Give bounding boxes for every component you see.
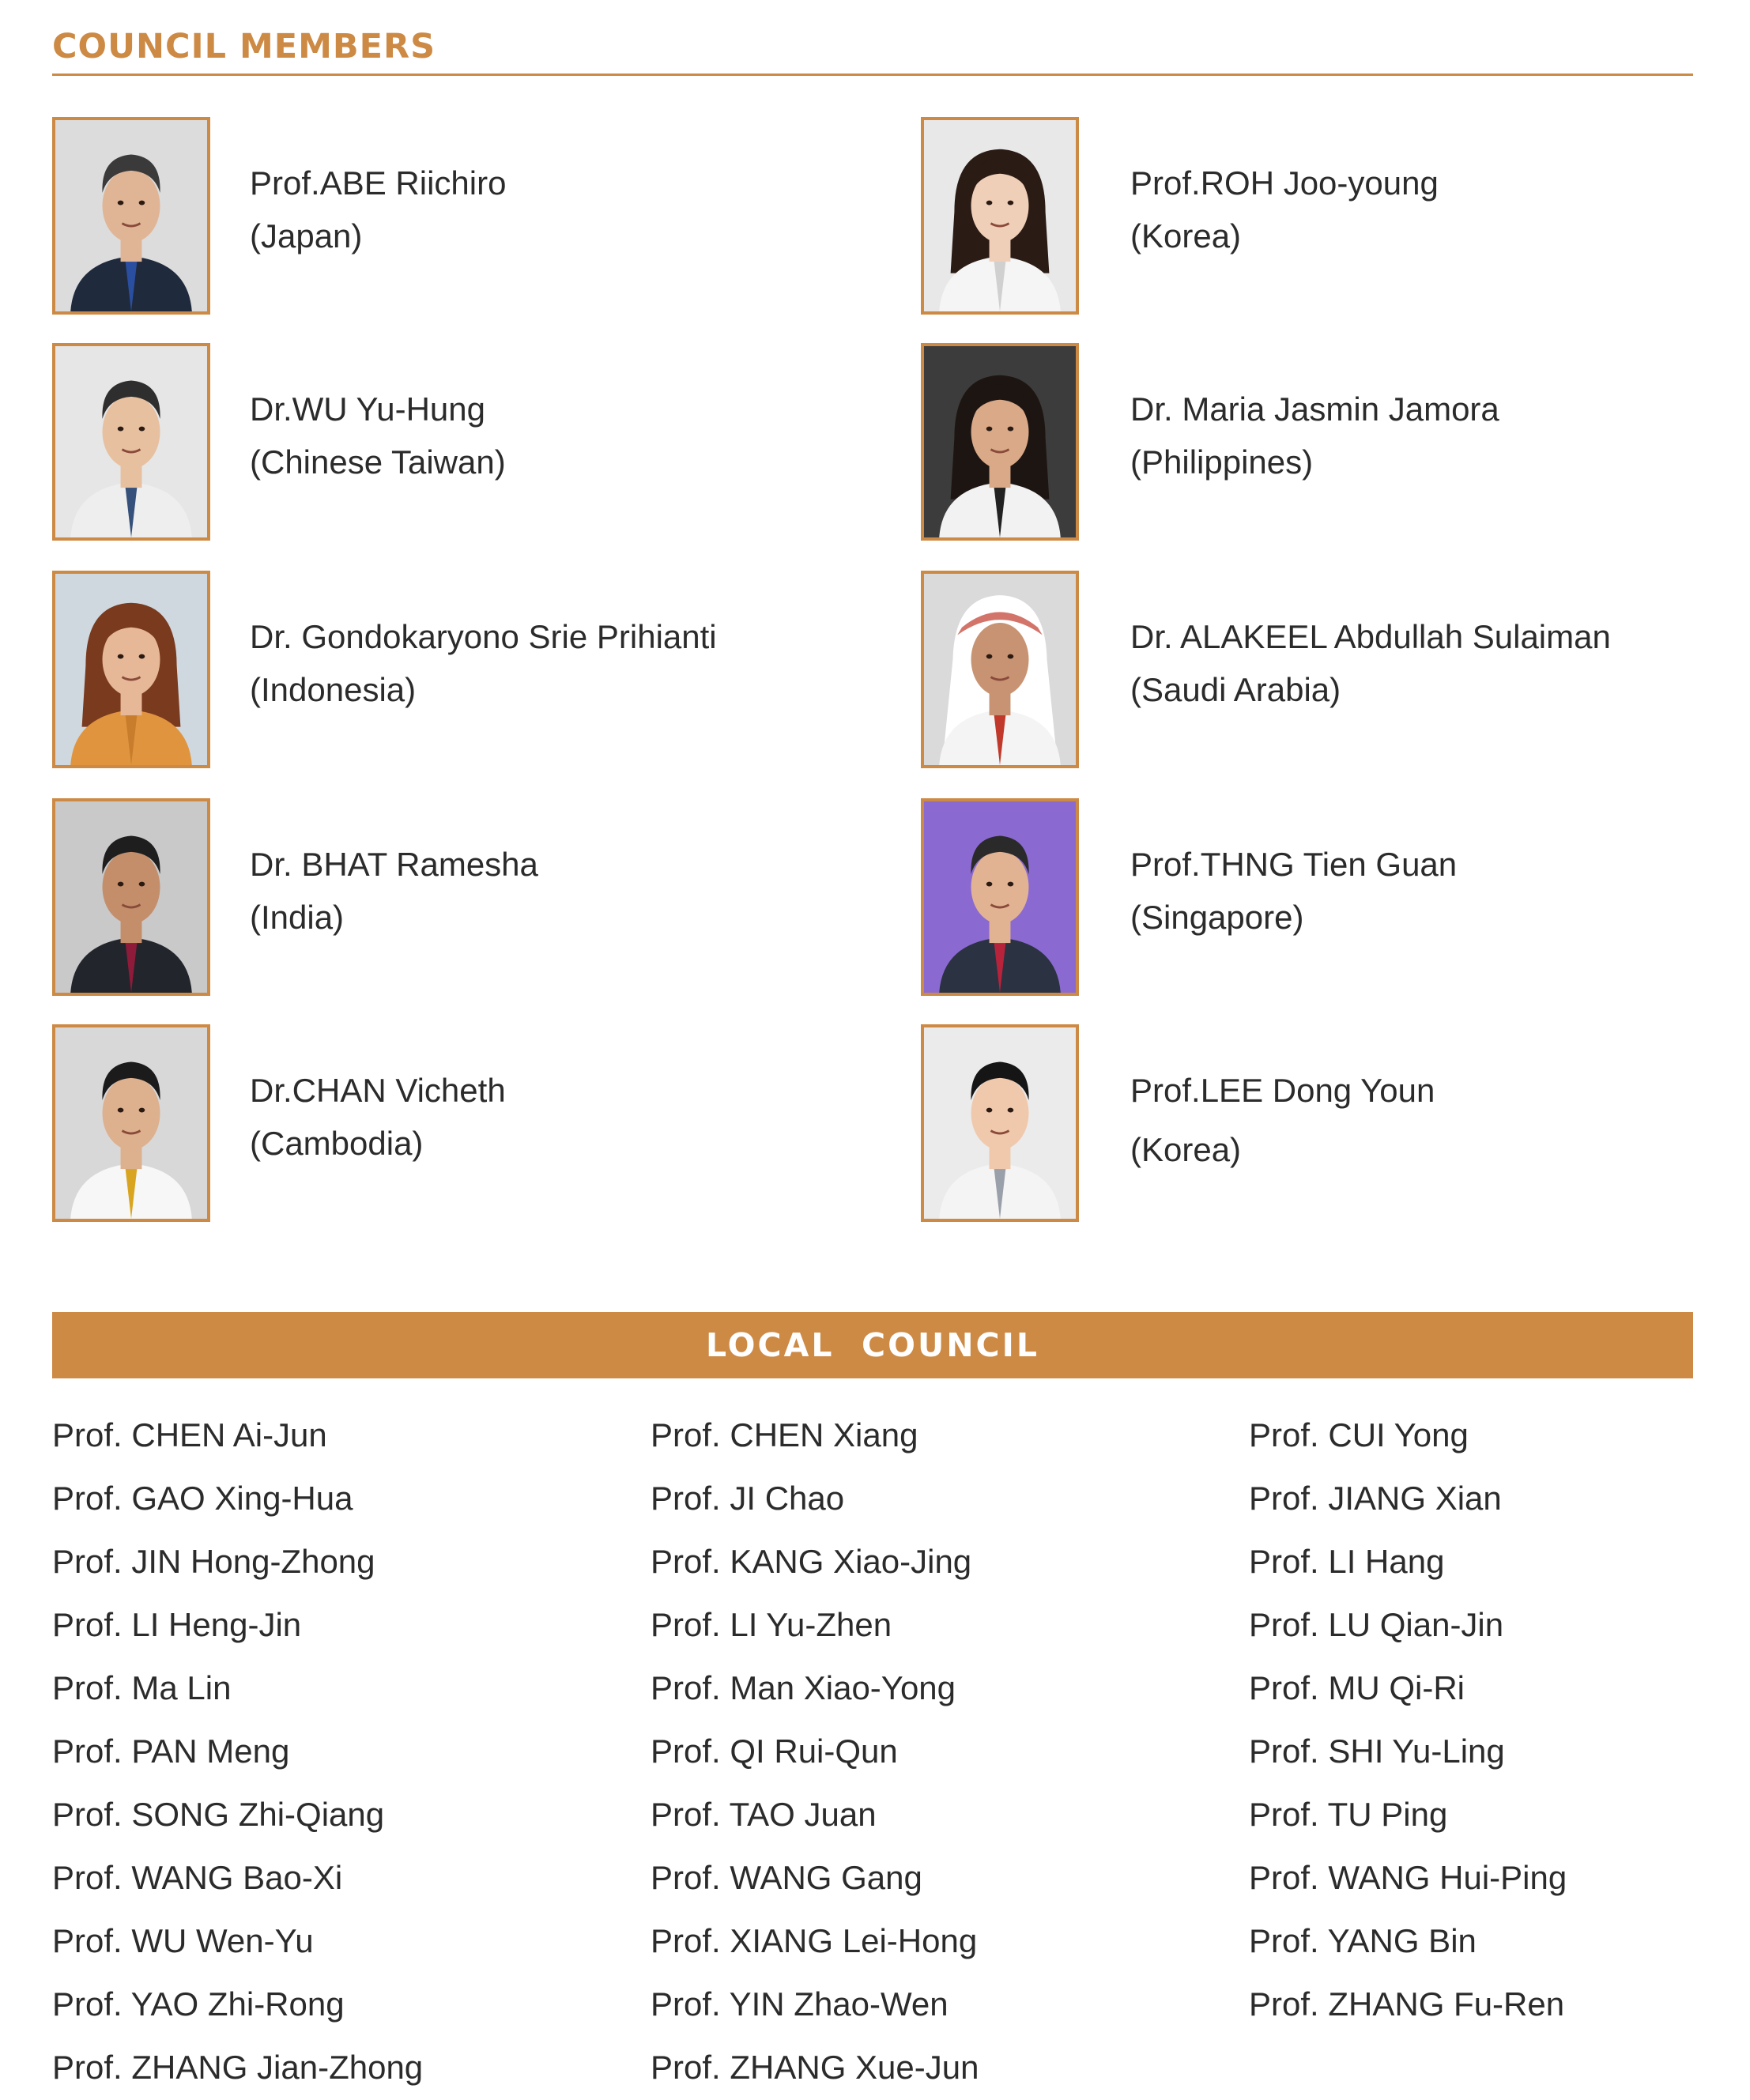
local-council-column-3 [1249,1404,1567,2036]
member-info [250,156,506,262]
member-name: Prof.ROH Joo-young [1130,164,1439,202]
local-council-member: Prof. MU Qi-Ri [1249,1669,1465,1706]
local-council-member: Prof. LU Qian-Jin [1249,1606,1504,1643]
member-name: Prof.ABE Riichiro [250,164,507,202]
local-council-member: Prof. LI Heng-Jin [52,1606,302,1643]
local-council-member: Prof. ZHANG Fu-Ren [1249,1985,1565,2023]
member-country: (Saudi Arabia) [1130,671,1341,708]
local-council-member: Prof. CUI Yong [1249,1416,1469,1453]
member-country: (Japan) [250,217,363,254]
local-council-column-1 [52,1404,423,2099]
member-country: (Chinese Taiwan) [250,443,506,481]
local-council-member: Prof. LI Hang [1249,1543,1445,1580]
member-name: Dr. Gondokaryono Srie Prihianti [250,618,717,655]
member-country: (Korea) [1130,1131,1242,1168]
member-info [1130,610,1611,716]
member-photo [921,343,1079,541]
council-member-card [52,798,882,1004]
local-council-member: Prof. QI Rui-Qun [651,1732,898,1770]
council-member-card [921,343,1750,549]
local-council-member: Prof. LI Yu-Zhen [651,1606,892,1643]
local-council-member: Prof. WANG Hui-Ping [1249,1859,1567,1896]
member-info [250,610,717,716]
local-council-member: Prof. TU Ping [1249,1796,1448,1833]
member-photo [921,117,1079,315]
member-photo [52,117,210,315]
member-country: (Singapore) [1130,899,1304,936]
local-council-member: Prof. KANG Xiao-Jing [651,1543,972,1580]
local-council-member: Prof. WANG Gang [651,1859,922,1896]
member-name: Dr. Maria Jasmin Jamora [1130,390,1499,428]
member-info [1130,383,1499,488]
council-member-card [52,117,882,322]
local-council-member: Prof. CHEN Ai-Jun [52,1416,327,1453]
member-name: Dr.CHAN Vicheth [250,1072,506,1109]
local-council-member: Prof. SHI Yu-Ling [1249,1732,1505,1770]
member-info [1130,838,1457,944]
local-council-member: Prof. YIN Zhao-Wen [651,1985,949,2023]
member-photo [921,1024,1079,1222]
local-council-member: Prof. XIANG Lei-Hong [651,1922,978,1959]
member-photo [921,798,1079,996]
local-council-member: Prof. TAO Juan [651,1796,877,1833]
member-name: Dr.WU Yu-Hung [250,390,485,428]
local-council-member: Prof. SONG Zhi-Qiang [52,1796,385,1833]
council-member-card [921,117,1750,322]
council-member-card [52,1024,882,1230]
local-council-member: Prof. WU Wen-Yu [52,1922,314,1959]
member-country: (Korea) [1130,217,1242,254]
member-info [250,383,506,488]
local-council-member: Prof. PAN Meng [52,1732,290,1770]
member-info [1130,1064,1435,1176]
member-name: Dr. ALAKEEL Abdullah Sulaiman [1130,618,1611,655]
council-members-title: COUNCIL MEMBERS [52,27,436,66]
member-country: (Philippines) [1130,443,1314,481]
council-member-card [921,798,1750,1004]
local-council-member: Prof. Man Xiao-Yong [651,1669,956,1706]
local-council-title: LOCAL COUNCIL [705,1326,1040,1364]
council-member-card [52,343,882,549]
council-member-card [921,1024,1750,1230]
local-council-member: Prof. GAO Xing-Hua [52,1480,353,1517]
member-country: (India) [250,899,345,936]
member-name: Prof.THNG Tien Guan [1130,846,1458,883]
member-photo [921,571,1079,768]
local-council-member: Prof. Ma Lin [52,1669,232,1706]
member-photo [52,1024,210,1222]
member-country: (Indonesia) [250,671,417,708]
member-info [1130,156,1439,262]
local-council-column-2 [651,1404,979,2099]
local-council-member: Prof. ZHANG Jian-Zhong [52,2049,424,2086]
local-council-banner [52,1312,1693,1378]
local-council-member: Prof. CHEN Xiang [651,1416,918,1453]
local-council-member: Prof. JI Chao [651,1480,845,1517]
local-council-member: Prof. JIN Hong-Zhong [52,1543,375,1580]
member-name: Prof.LEE Dong Youn [1130,1072,1435,1109]
member-info [250,838,538,944]
local-council-member: Prof. WANG Bao-Xi [52,1859,343,1896]
local-council-member: Prof. YANG Bin [1249,1922,1477,1959]
local-council-member: Prof. ZHANG Xue-Jun [651,2049,979,2086]
local-council-member: Prof. YAO Zhi-Rong [52,1985,345,2023]
member-photo [52,571,210,768]
member-photo [52,798,210,996]
local-council-member: Prof. JIANG Xian [1249,1480,1502,1517]
council-member-card [52,571,882,776]
title-divider [52,74,1693,76]
council-member-card [921,571,1750,776]
member-name: Dr. BHAT Ramesha [250,846,538,883]
member-photo [52,343,210,541]
member-country: (Cambodia) [250,1125,424,1162]
member-info [250,1064,506,1170]
